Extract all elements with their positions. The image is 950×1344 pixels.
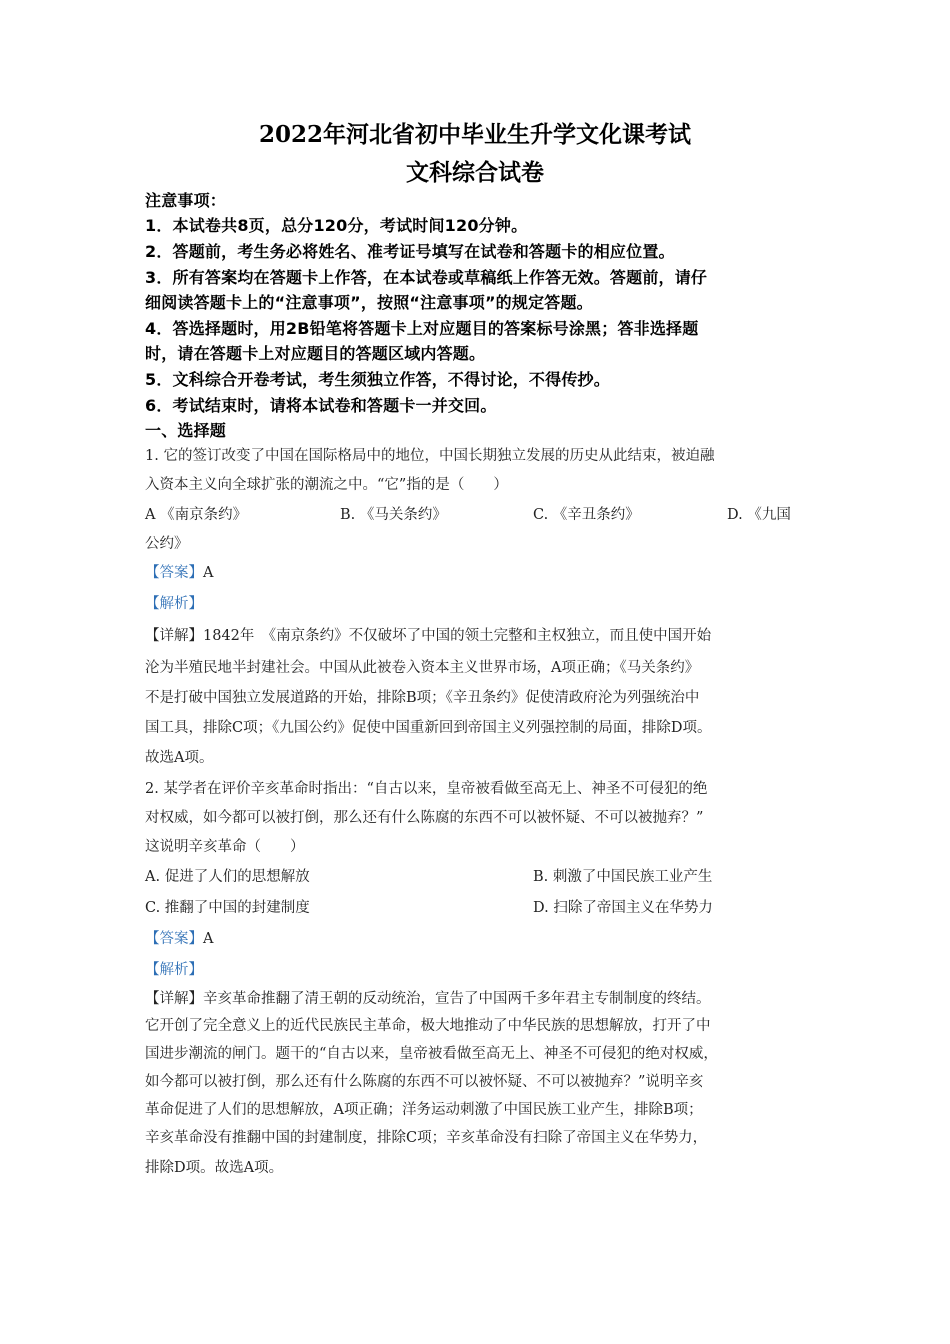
option-b: B. 《马关条约》 [340,507,447,523]
option-d-continuation: 公约》 [145,536,189,552]
exam-subtitle: 文科综合试卷 [406,159,544,186]
question-stem-line: 对权威，如今都可以被打倒，那么还有什么陈腐的东西不可以被怀疑、不可以被抛弃？” [145,810,704,826]
notice-line: 6．考试结束时，请将本试卷和答题卡一并交回。 [145,396,497,415]
option-d: D. 扫除了帝国主义在华势力 [533,900,713,916]
option-a: A. 促进了人们的思想解放 [145,869,310,885]
answer-value: A [203,565,214,581]
detail-line [145,987,711,1008]
detail-line: 它开创了完全意义上的近代民族民主革命，极大地推动了中华民族的思想解放，打开了中 [145,1018,711,1034]
detail-line: 故选A项。 [145,750,214,766]
option-c: C. 《辛丑条约》 [533,507,640,523]
answer-value: A [203,931,214,947]
answer-line [145,927,213,948]
section-heading: 一、选择题 [145,421,227,440]
detail-tag: 【详解】 [145,628,203,644]
notice-line: 时，请在答题卡上对应题目的答题区域内答题。 [145,344,486,363]
notice-line: 2．答题前，考生务必将姓名、准考证号填写在试卷和答题卡的相应位置。 [145,242,675,261]
detail-text: 辛亥革命推翻了清王朝的反动统治，宣告了中国两千多年君主专制制度的终结。 [203,991,711,1007]
analysis-tag: 【解析】 [145,962,203,978]
notice-line: 3．所有答案均在答题卡上作答，在本试卷或草稿纸上作答无效。答题前，请仔 [145,268,708,287]
notice-line: 细阅读答题卡上的“注意事项”，按照“注意事项”的规定答题。 [145,293,593,312]
detail-tag: 【详解】 [145,991,203,1007]
option-d: D. 《九国 [727,507,791,523]
detail-line: 排除D项。故选A项。 [145,1160,284,1176]
answer-line [145,561,213,582]
detail-line: 国工具，排除C项；《九国公约》促使中国重新回到帝国主义列强控制的局面，排除D项。 [145,720,712,736]
notice-line: 4．答选择题时，用2B铅笔将答题卡上对应题目的答案标号涂黑；答非选择题 [145,319,699,338]
detail-line [145,624,711,645]
exam-title: 2022年河北省初中毕业生升学文化课考试 [258,121,691,148]
notice-line: 1．本试卷共8页，总分120分，考试时间120分钟。 [145,216,528,235]
option-b: B. 刺激了中国民族工业产生 [533,869,713,885]
answer-tag: 【答案】 [145,565,203,581]
detail-line: 辛亥革命没有推翻中国的封建制度，排除C项；辛亥革命没有扫除了帝国主义在华势力， [145,1130,708,1146]
question-stem-line: 这说明辛亥革命（ ） [145,839,305,855]
detail-line: 不是打破中国独立发展道路的开始，排除B项；《辛丑条约》促使清政府沦为列强统治中 [145,690,700,706]
analysis-tag: 【解析】 [145,596,203,612]
option-a: A 《南京条约》 [145,507,248,523]
question-stem-line: 入资本主义向全球扩张的潮流之中。“它”指的是（ ） [145,477,508,493]
detail-line: 国进步潮流的闸门。题干的“自古以来，皇帝被看做至高无上、神圣不可侵犯的绝对权威， [145,1046,718,1062]
detail-line: 沦为半殖民地半封建社会。中国从此被卷入资本主义世界市场，A项正确；《马关条约》 [145,660,700,676]
answer-tag: 【答案】 [145,931,203,947]
question-stem-line: 2. 某学者在评价辛亥革命时指出：“自古以来，皇帝被看做至高无上、神圣不可侵犯的绝 [145,781,708,797]
option-c: C. 推翻了中国的封建制度 [145,900,310,916]
question-stem-line: 1. 它的签订改变了中国在国际格局中的地位，中国长期独立发展的历史从此结束，被迫融 [145,448,715,464]
notice-heading: 注意事项： [145,191,227,210]
detail-line: 如今都可以被打倒，那么还有什么陈腐的东西不可以被怀疑、不可以被抛弃？”说明辛亥 [145,1074,704,1090]
notice-line: 5．文科综合开卷考试，考生须独立作答，不得讨论，不得传抄。 [145,370,610,389]
detail-line: 革命促进了人们的思想解放，A项正确；洋务运动刺激了中国民族工业产生，排除B项； [145,1102,703,1118]
detail-text: 1842年 《南京条约》不仅破坏了中国的领土完整和主权独立，而且使中国开始 [203,628,712,644]
